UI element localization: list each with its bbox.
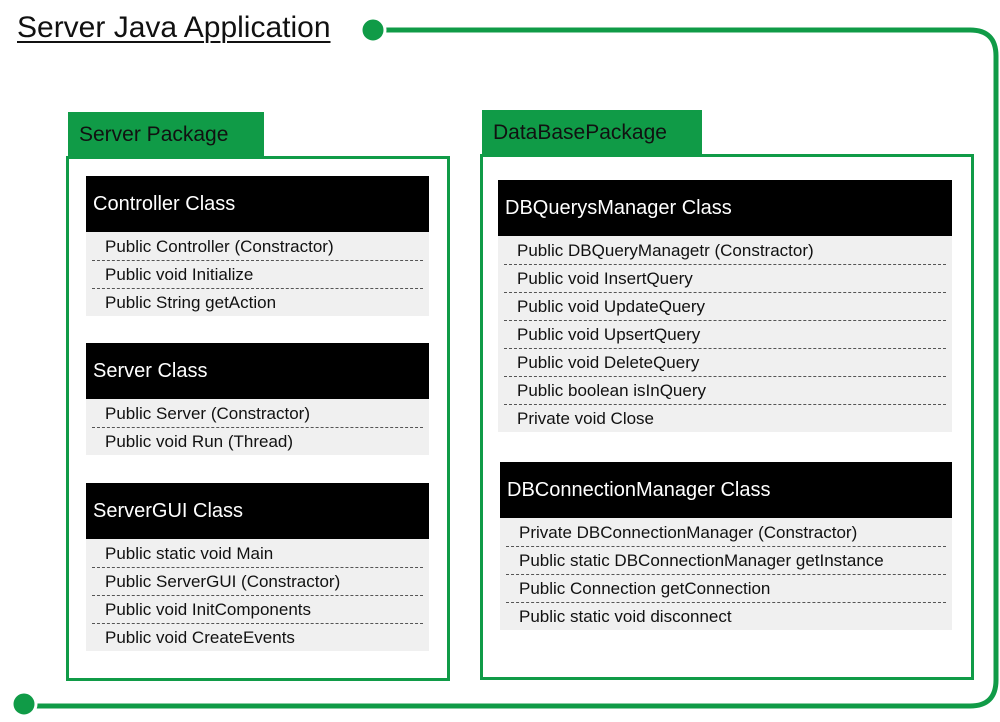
connector-end-dot: [12, 692, 36, 716]
dbquerysmanager-class: [498, 180, 952, 432]
controller-class-methods: [86, 232, 429, 316]
method-row: Public static void disconnect: [519, 607, 732, 626]
method-row: Public void DeleteQuery: [504, 349, 946, 377]
method-row: Public static void Main: [92, 540, 423, 568]
servergui-class-header: ServerGUI Class: [86, 483, 429, 539]
connector-start-dot: [361, 18, 385, 42]
method-row: Public static DBConnectionManager getInstance: [506, 547, 946, 575]
method-row: Public void InsertQuery: [504, 265, 946, 293]
method-row: Public void InitComponents: [92, 596, 423, 624]
method-row: Private DBConnectionManager (Constractor): [506, 519, 946, 547]
servergui-class-methods: [86, 539, 429, 651]
method-row: Public void UpsertQuery: [504, 321, 946, 349]
method-row: Public void UpdateQuery: [504, 293, 946, 321]
servergui-class: [86, 483, 429, 651]
controller-class: [86, 176, 429, 316]
server-package-label: Server Package: [68, 112, 264, 158]
method-row: Public void Run (Thread): [105, 432, 294, 451]
method-row: Private void Close: [517, 409, 655, 428]
database-package-label: DataBasePackage: [482, 110, 702, 156]
dbquerysmanager-class-methods: [498, 236, 952, 432]
method-row: Public Controller (Constractor): [92, 233, 423, 261]
dbconnectionmanager-class-methods: [500, 518, 952, 630]
method-row: Public ServerGUI (Constractor): [92, 568, 423, 596]
method-row: Public DBQueryManagetr (Constractor): [504, 237, 946, 265]
dbquerysmanager-class-header: DBQuerysManager Class: [498, 180, 952, 236]
server-class: [86, 343, 429, 455]
method-row: Public String getAction: [105, 293, 277, 312]
diagram-title: Server Java Application: [17, 11, 331, 44]
dbconnectionmanager-class: [500, 462, 952, 630]
method-row: Public Connection getConnection: [506, 575, 946, 603]
server-class-header: Server Class: [86, 343, 429, 399]
method-row: Public void Initialize: [92, 261, 423, 289]
method-row: Public Server (Constractor): [92, 400, 423, 428]
dbconnectionmanager-class-header: DBConnectionManager Class: [500, 462, 952, 518]
controller-class-header: Controller Class: [86, 176, 429, 232]
method-row: Public boolean isInQuery: [504, 377, 946, 405]
server-class-methods: [86, 399, 429, 455]
method-row: Public void CreateEvents: [105, 628, 295, 647]
